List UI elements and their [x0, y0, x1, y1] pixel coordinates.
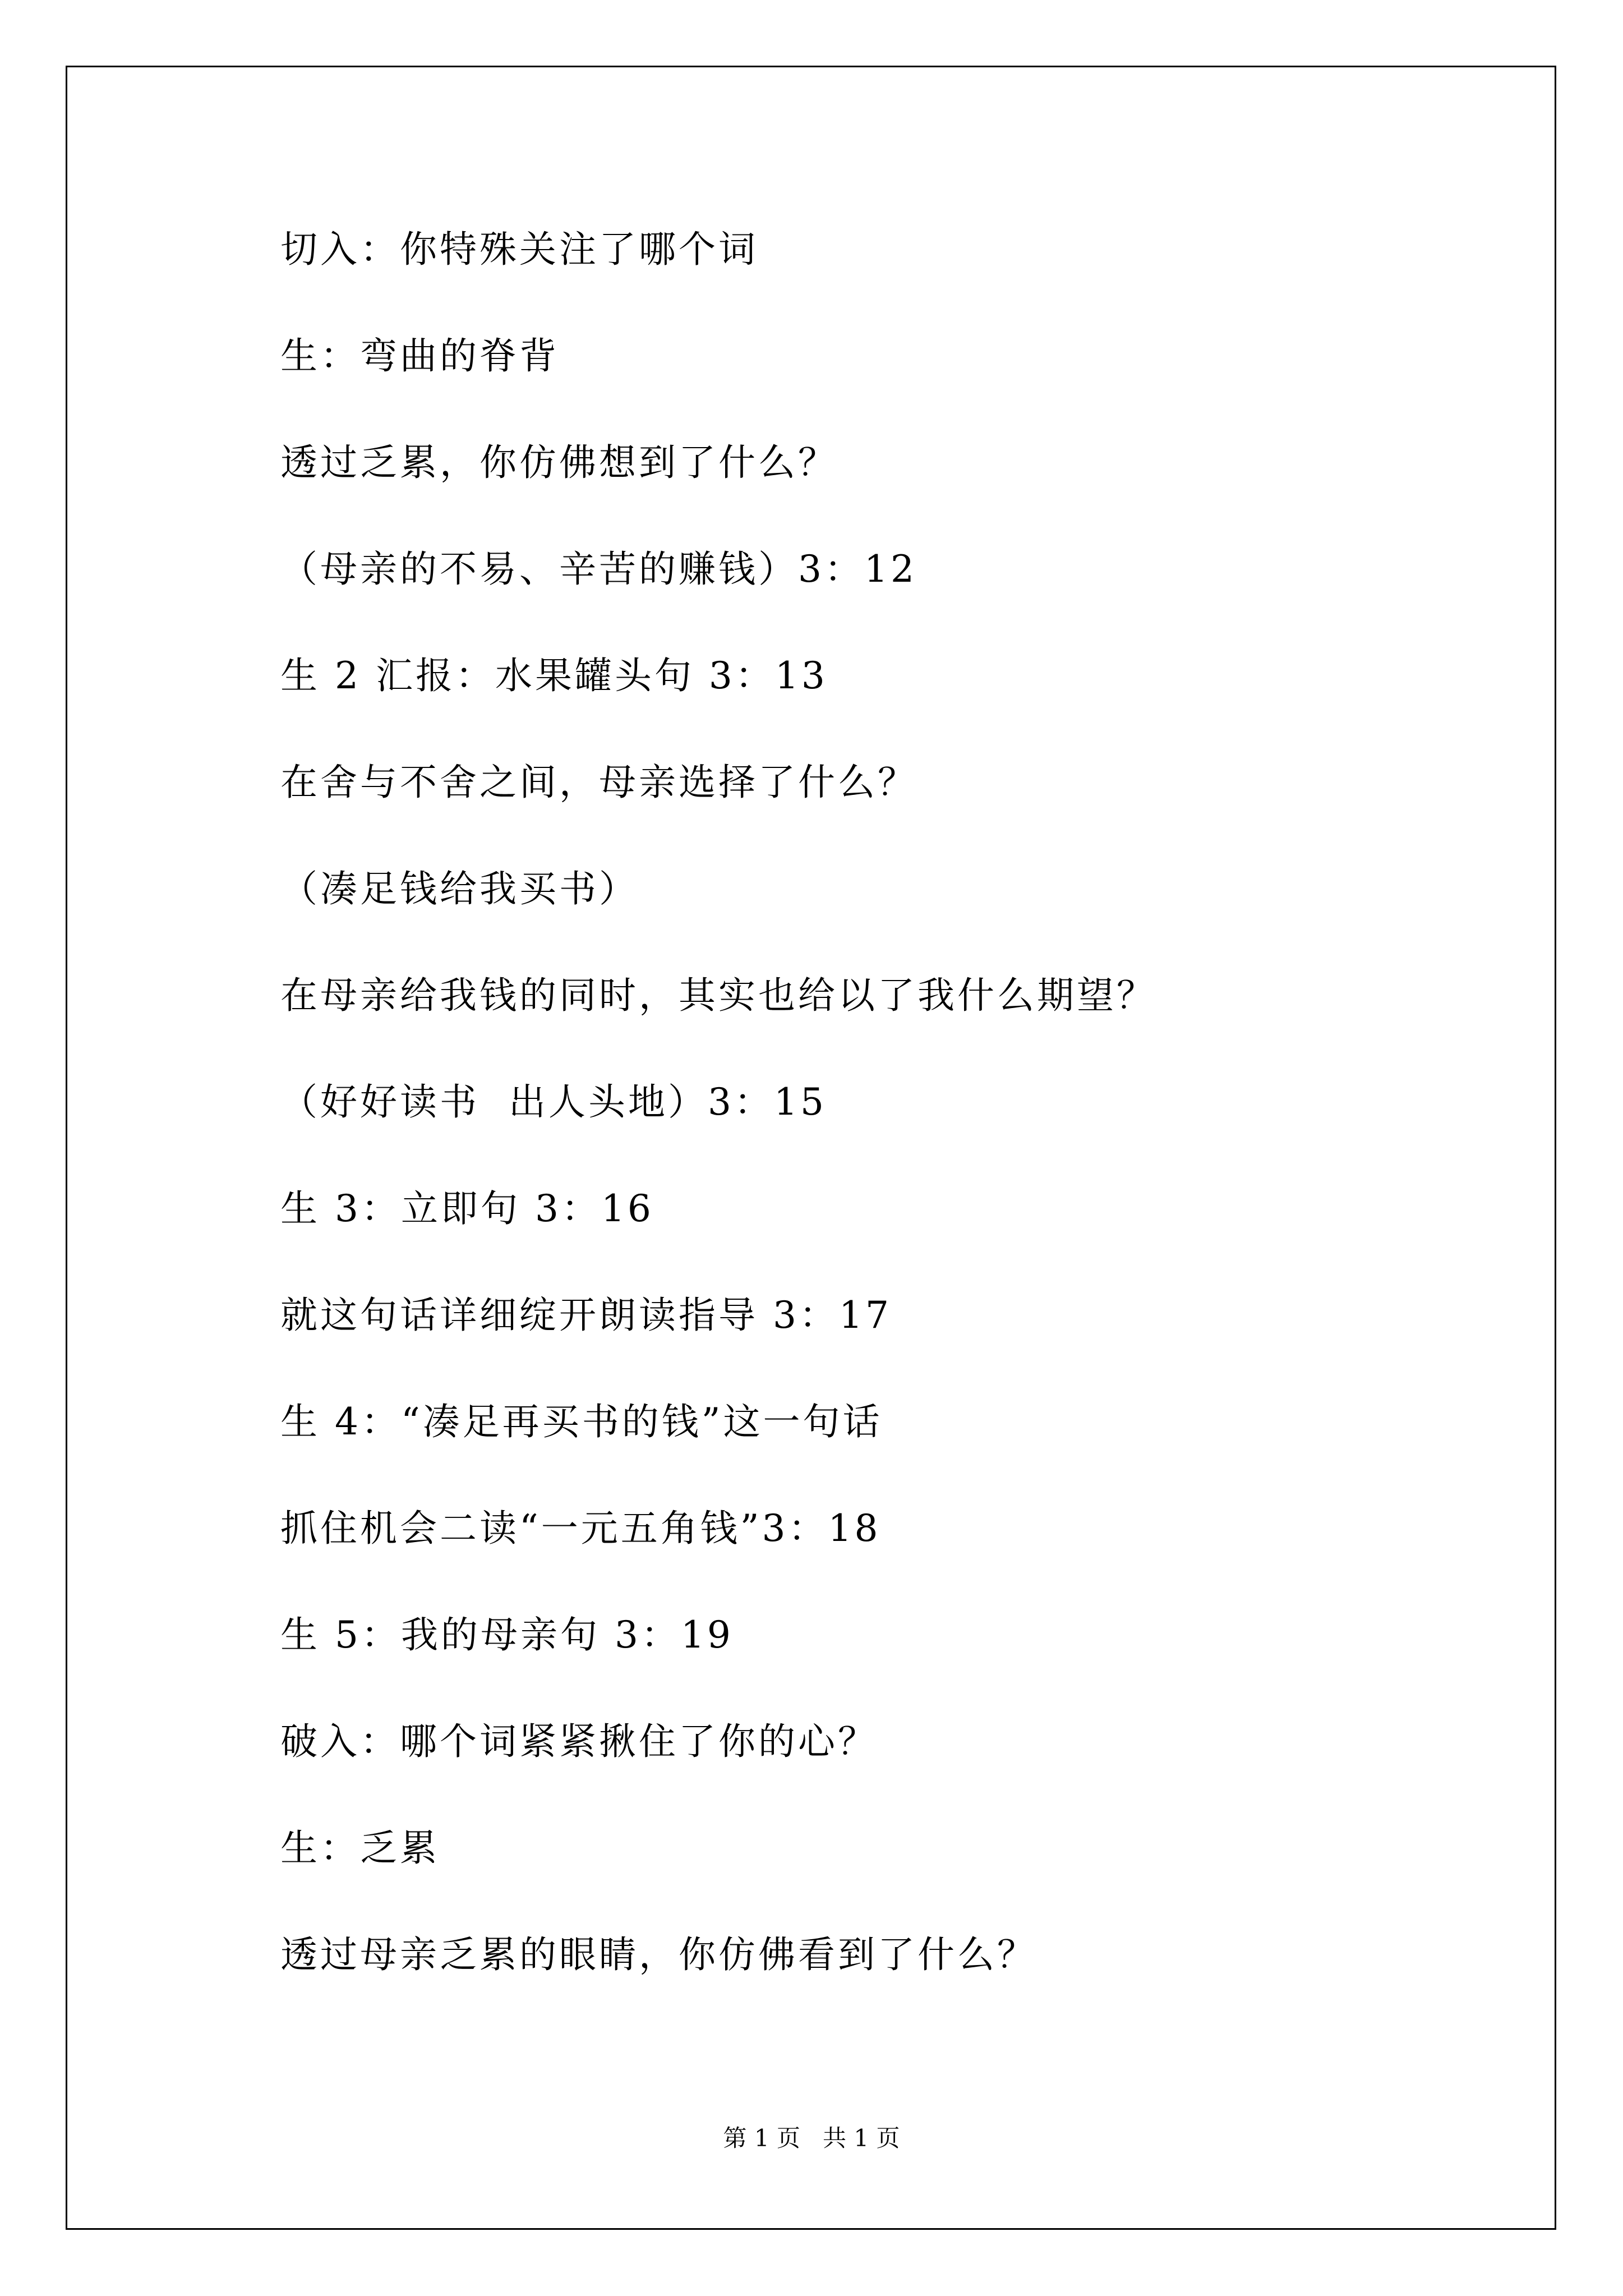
page-border: [66, 66, 1556, 2230]
text-line: 在母亲给我钱的同时，其实也给以了我什么期望？: [280, 974, 1156, 1017]
text-line: 切入：你特殊关注了哪个词: [280, 228, 758, 271]
text-line: 在舍与不舍之间，母亲选择了什么？: [280, 761, 917, 804]
text-line: 抓住机会二读“一元五角钱”3：18: [280, 1507, 881, 1550]
text-line: 生 2 汇报：水果罐头句 3：13: [280, 654, 828, 697]
text-line: （好好读书 出人头地）3：15: [280, 1080, 827, 1124]
page-number-footer: 第 1 页 共 1 页: [723, 2124, 900, 2152]
text-line: 生 3：立即句 3：16: [280, 1187, 654, 1230]
text-line: 生 5：我的母亲句 3：19: [280, 1613, 734, 1657]
text-line: 生：乏累: [280, 1826, 440, 1870]
text-line: 生：弯曲的脊背: [280, 334, 559, 378]
text-line: （母亲的不易、辛苦的赚钱）3：12: [280, 547, 917, 591]
text-line: （凑足钱给我买书）: [280, 867, 639, 910]
text-line: 破入：哪个词紧紧揪住了你的心？: [280, 1720, 878, 1763]
text-line: 就这句话详细绽开朗读指导 3：17: [280, 1294, 892, 1337]
text-line: 透过母亲乏累的眼睛，你仿佛看到了什么？: [280, 1933, 1037, 1976]
text-line: 透过乏累，你仿佛想到了什么？: [280, 441, 838, 484]
text-line: 生 4：“凑足再买书的钱”这一句话: [280, 1400, 883, 1443]
